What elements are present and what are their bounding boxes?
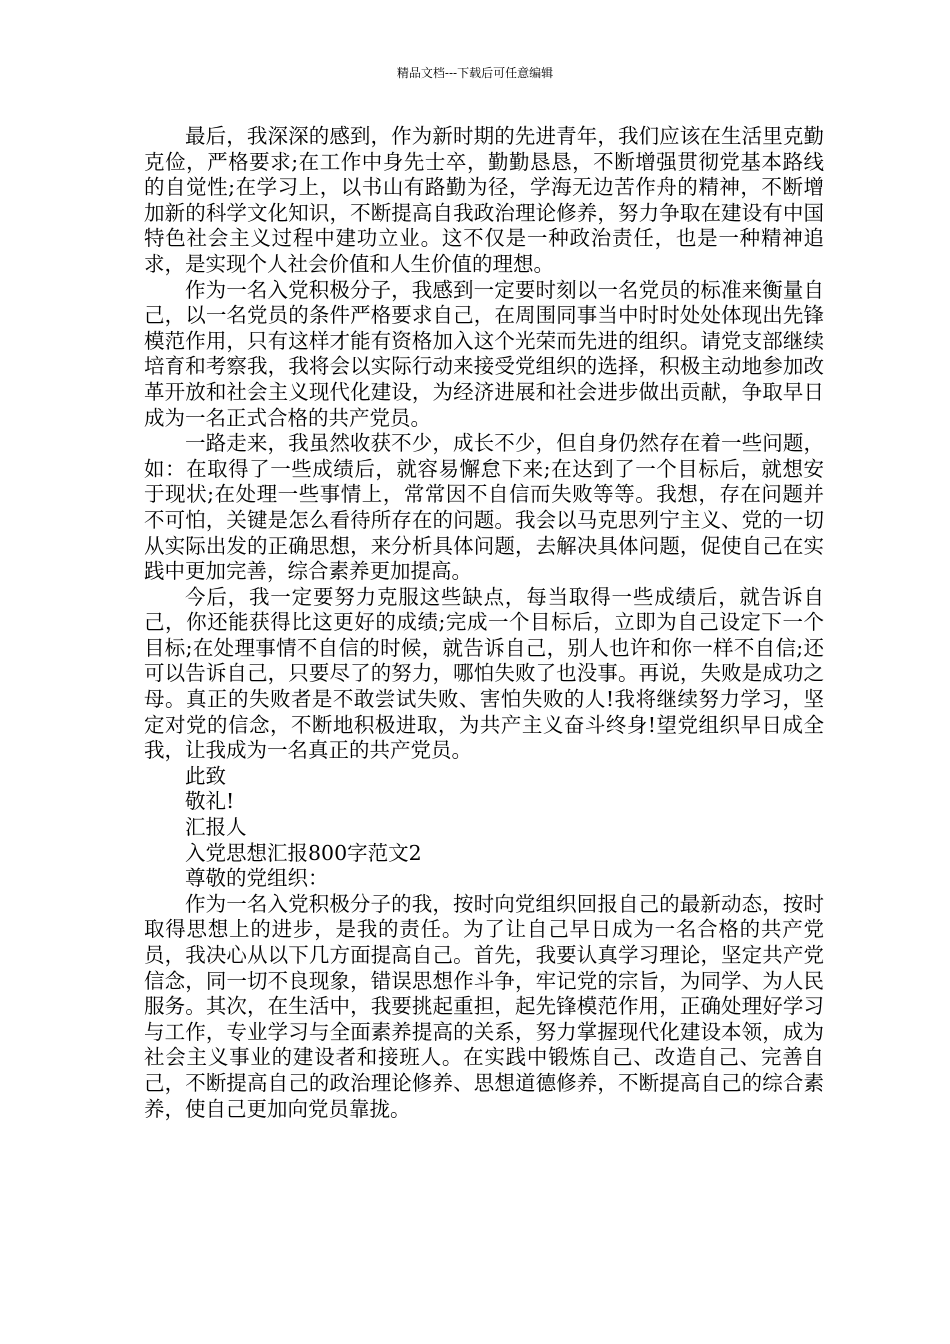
paragraph-party-activist: 作为一名入党积极分子，我感到一定要时刻以一名党员的标准来衡量自己，以一名党员的条件严格要求自己，在周围同事当中时时处处体现出先锋模范作用，只有这样才能有资格加入这个光荣而先进的组织。请党支部继续培育和考察我，我将会以实际行动来接受党组织的选择，积极主动地参加改革开放和社会主义现代化建设，为经济进展和社会进步做出贡献，争取早日成为一名正式合格的共产党员。 <box>144 277 824 430</box>
document-body <box>144 124 824 1122</box>
closing-regards: 敬礼! <box>185 789 235 814</box>
paragraph-shortcomings: 一路走来，我虽然收获不少，成长不少，但自身仍然存在着一些问题，如：在取得了一些成绩后，就容易懈怠下来;在达到了一个目标后，就想安于现状;在处理一些事情上，常常因不自信而失败等等。我想，存在问题并不可怕，关键是怎么看待所存在的问题。我会以马克思列宁主义、党的一切从实际出发的正确思想，来分析具体问题，去解决具体问题，促使自己在实践中更加完善，综合素养更加提高。 <box>144 431 824 584</box>
reporter-label: 汇报人 <box>185 815 247 840</box>
page-header: 精品文档---下载后可任意编辑 <box>396 66 554 80</box>
paragraph-conclusion: 最后，我深深的感到，作为新时期的先进青年，我们应该在生活里克勤克俭，严格要求;在工作中身先士卒，勤勤恳恳，不断增强贯彻党基本路线的自觉性;在学习上，以书山有路勤为径，学海无边苦作舟的精神，不断增加新的科学文化知识，不断提高自我政治理论修养，努力争取在建设有中国特色社会主义过程中建功立业。这不仅是一种政治责任，也是一种精神追求，是实现个人社会价值和人生价值的理想。 <box>144 124 824 276</box>
paragraph-report-2: 作为一名入党积极分子的我，按时向党组织回报自己的最新动态，按时取得思想上的进步，是我的责任。为了让自己早日成为一名合格的共产党员，我决心从以下几方面提高自己。首先，我要认真学习理论，坚定共产党信念，同一切不良现象，错误思想作斗争，牢记党的宗旨，为同学、为人民服务。其次，在生活中，我要挑起重担，起先锋模范作用，正确处理好学习与工作，专业学习与全面素养提高的关系，努力掌握现代化建设本领，成为社会主义事业的建设者和接班人。在实践中锻炼自己、改造自己、完善自己，不断提高自己的政治理论修养、思想道德修养，不断提高自己的综合素养，使自己更加向党员靠拢。 <box>144 891 824 1121</box>
closing-salutation: 此致 <box>185 763 226 788</box>
section-title: 入党思想汇报800字范文2 <box>185 840 422 865</box>
paragraph-future-plans: 今后，我一定要努力克服这些缺点，每当取得一些成绩后，就告诉自己，你还能获得比这更好的成绩;完成一个目标后，立即为自己设定下一个目标;在处理事情不自信的时候，就告诉自己，别人也许和你一样不自信;还可以告诉自己，只要尽了的努力，哪怕失败了也没事。再说，失败是成功之母。真正的失败者是不敢尝试失败、害怕失败的人!我将继续努力学习，坚定对党的信念，不断地积极进取，为共产主义奋斗终身!望党组织早日成全我，让我成为一名真正的共产党员。 <box>144 584 824 763</box>
greeting: 尊敬的党组织： <box>185 866 329 891</box>
